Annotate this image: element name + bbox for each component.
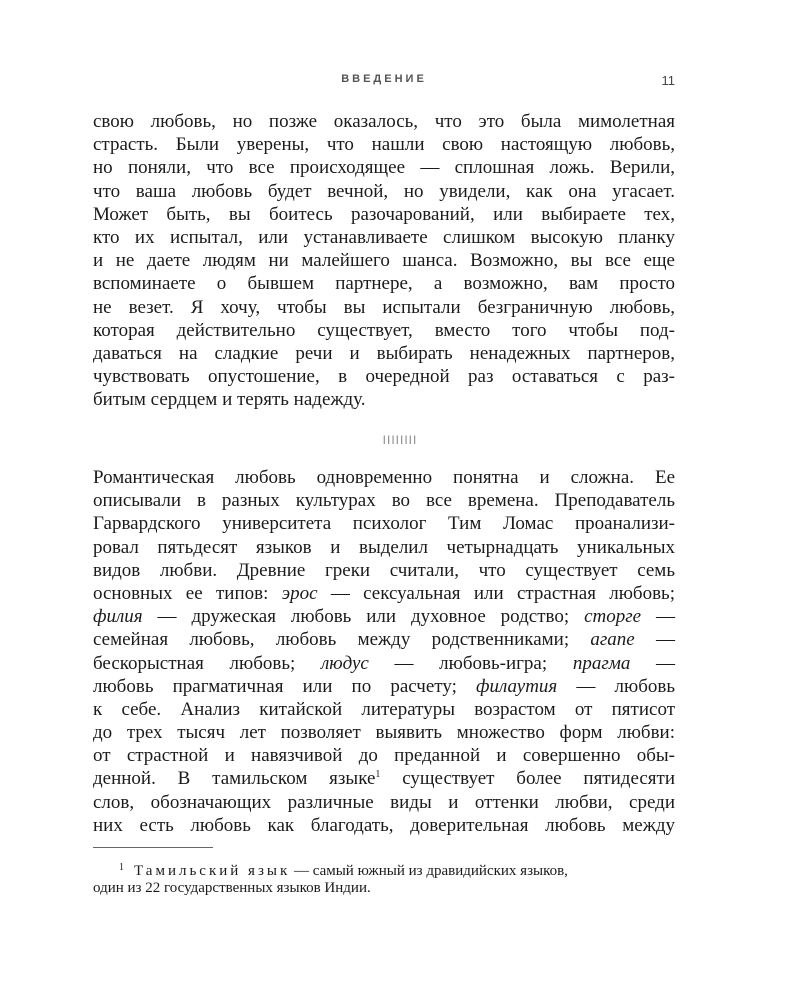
footnote-term: Тамильский язык	[134, 863, 291, 879]
text-line: но поняли, что все происходящее — сплошная ложь. Верили,	[93, 157, 675, 179]
text-line: описывали в разных культурах во все времена. Преподаватель	[93, 490, 675, 512]
text-line	[93, 628, 675, 651]
text-line	[93, 582, 675, 605]
text-line: кто их испытал, или устанавливаете слишком высокую планку	[93, 226, 675, 248]
text-line	[93, 652, 675, 675]
text-line: них есть любовь как благодать, доверительная любовь между	[93, 814, 675, 836]
text-line: ровал пятьдесят языков и выделил четырнадцать уникальных	[93, 536, 675, 558]
text-fragment: семейная любовь, любовь между родственниками;	[93, 629, 591, 651]
text-fragment: —	[634, 629, 676, 651]
text-line: которая действительно существует, вместо того чтобы под-	[93, 319, 675, 341]
text-fragment: любовь прагматичная или по расчету;	[93, 675, 477, 697]
term-filia: филия	[93, 606, 143, 628]
text-line	[93, 767, 675, 790]
text-fragment: бескорыстная любовь;	[93, 652, 321, 674]
term-storge: сторге	[584, 606, 642, 628]
term-eros: эрос	[281, 582, 318, 604]
footnote-line: один из 22 государственных языков Индии.	[93, 880, 371, 896]
page-header	[93, 73, 675, 93]
text-fragment: —	[641, 606, 675, 628]
text-line: даваться на сладкие речи и выбирать ненадежных партнеров,	[93, 342, 675, 364]
term-agape: агапе	[590, 629, 635, 651]
text-line: к себе. Анализ китайской литературы возрастом от пятисот	[93, 698, 675, 720]
footnote-text: — самый южный из дравидийских языков,	[290, 863, 568, 879]
text-line: Может быть, вы боитесь разочарований, или выбираете тех,	[93, 203, 675, 225]
text-fragment: основных ее типов:	[93, 582, 282, 604]
running-head: ВВЕДЕНИЕ	[341, 73, 427, 85]
section-break-ornament: IIIIIIII	[382, 433, 418, 447]
text-line: вспоминаете о бывшем партнере, а возможно, вам просто	[93, 273, 675, 295]
footnote-line	[93, 858, 675, 878]
text-line: слов, обозначающих различные виды и оттенки любви, среди	[93, 791, 675, 813]
text-line: свою любовь, но позже оказалось, что это была мимолетная	[93, 111, 675, 132]
text-line: Гарвардского университета психолог Тим Ломас проанализи-	[93, 513, 675, 535]
text-line: битым сердцем и терять надежду.	[93, 389, 366, 411]
text-line: и не даете людям ни малейшего шанса. Возможно, вы все еще	[93, 250, 675, 272]
term-filautia: филаутия	[476, 675, 558, 697]
text-fragment: — любовь	[557, 675, 675, 697]
text-fragment: — любовь-игра;	[368, 652, 573, 674]
text-line: Романтическая любовь одновременно понятна и сложна. Ее	[93, 467, 675, 488]
footnote-reference[interactable]: 1	[375, 769, 381, 781]
text-line: страсть. Были уверены, что нашли свою настоящую любовь,	[93, 134, 675, 156]
text-fragment: — сексуальная или страстная любовь;	[317, 582, 676, 604]
footnote	[93, 858, 675, 898]
text-line: от страстной и навязчивой до преданной и совершенно обы-	[93, 745, 675, 767]
footnote-divider	[93, 847, 213, 848]
text-line: видов любви. Древние греки считали, что существует семь	[93, 559, 675, 581]
text-line	[93, 605, 675, 628]
text-line: чувствовать опустошение, в очередной раз оставаться с раз-	[93, 366, 675, 388]
term-pragma: прагма	[572, 652, 631, 674]
page-number: 11	[661, 73, 675, 88]
paragraph-2	[93, 466, 675, 837]
text-fragment: существует более пятидесяти	[380, 768, 675, 790]
text-fragment: денной. В тамильском языке	[93, 768, 376, 790]
paragraph-1	[93, 110, 675, 411]
text-line: что ваша любовь будет вечной, но увидели, как она угасает.	[93, 180, 675, 202]
text-line: не везет. Я хочу, чтобы вы испытали безграничную любовь,	[93, 296, 675, 318]
footnote-mark: 1	[119, 862, 124, 873]
term-ludus: людус	[320, 652, 369, 674]
text-line	[93, 675, 675, 698]
text-fragment: —	[630, 652, 676, 674]
text-line: до трех тысяч лет позволяет выявить множество форм любви:	[93, 722, 675, 744]
text-fragment: — дружеская любовь или духовное родство;	[142, 606, 585, 628]
